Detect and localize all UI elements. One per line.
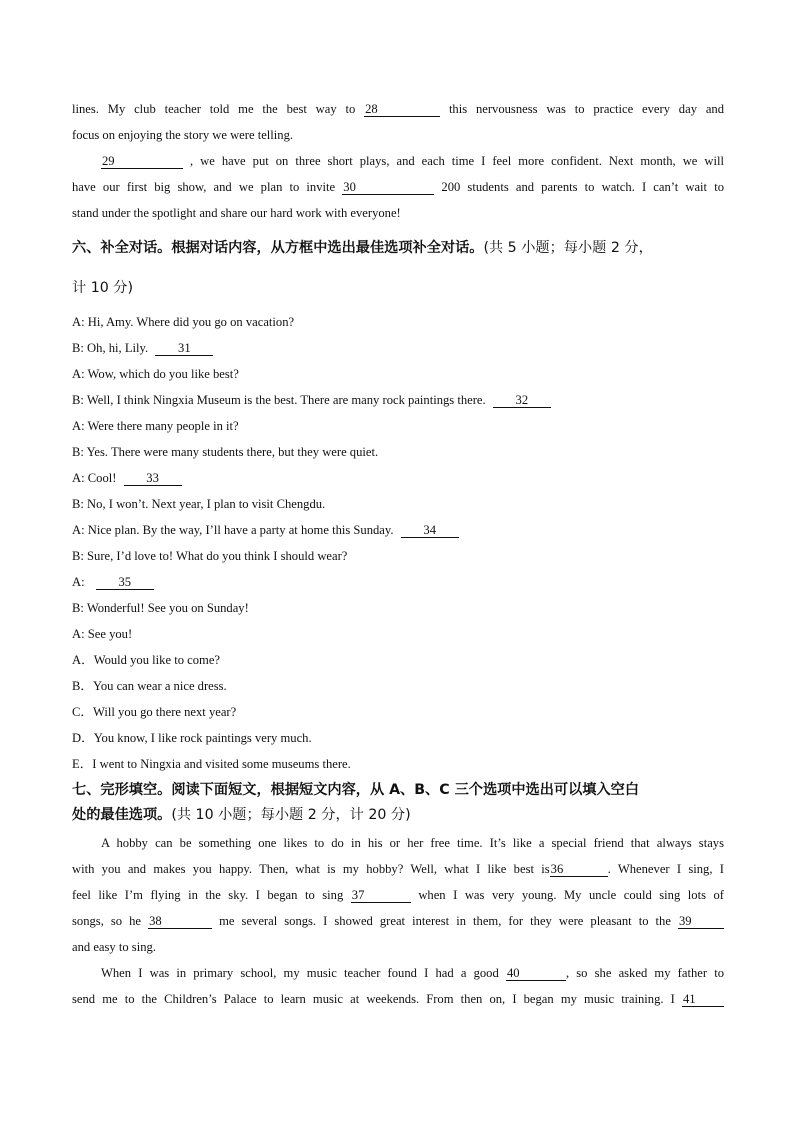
dialogue-line bbox=[72, 391, 724, 409]
section-6-title: 六、补全对话。根据对话内容，从方框中选出最佳选项补全对话。 bbox=[72, 240, 484, 256]
passage-text: this nervousness was to practice every day and bbox=[448, 102, 724, 116]
dialogue-line bbox=[72, 339, 724, 357]
answer-blank-33[interactable]: 33 bbox=[124, 471, 182, 486]
option-text: Would you like to come? bbox=[93, 653, 220, 667]
passage-text: with you and makes you happy. Then, what is my hobby? Well, what I like best is bbox=[72, 862, 550, 876]
passage-text: send me to the Children’s Palace to learn music at weekends. From then on, I began my music training. I bbox=[72, 992, 675, 1006]
passage-line bbox=[72, 178, 724, 196]
passage-line: and easy to sing. bbox=[72, 940, 156, 954]
answer-blank-41[interactable]: 41 bbox=[682, 992, 724, 1007]
answer-blank-29[interactable]: 29 bbox=[101, 154, 183, 169]
passage-text: feel like I’m flying in the sky. I began to sing bbox=[72, 888, 344, 902]
dialogue-line: B: No, I won’t. Next year, I plan to visit Chengdu. bbox=[72, 497, 326, 511]
passage-line bbox=[72, 100, 724, 118]
passage-text: , we have put on three short plays, and each time I feel more confident. Next month, we will bbox=[190, 154, 724, 168]
option-item bbox=[72, 729, 724, 747]
dialogue-line: A: See you! bbox=[72, 627, 133, 641]
answer-blank-38[interactable]: 38 bbox=[148, 914, 212, 929]
dialogue-text: A: bbox=[72, 575, 85, 589]
answer-blank-32[interactable]: 32 bbox=[493, 393, 551, 408]
dialogue-line bbox=[72, 469, 724, 487]
passage-line bbox=[72, 990, 724, 1008]
passage-text: songs, so he bbox=[72, 914, 142, 928]
dialogue-line: A: Hi, Amy. Where did you go on vacation? bbox=[72, 315, 295, 329]
section-6-note: 计 10 分) bbox=[72, 280, 133, 296]
answer-blank-28[interactable]: 28 bbox=[364, 102, 440, 117]
section-7-title: 处的最佳选项。 bbox=[72, 807, 172, 823]
passage-line bbox=[72, 912, 724, 930]
passage-line bbox=[101, 152, 724, 170]
dialogue-line: A: Wow, which do you like best? bbox=[72, 367, 239, 381]
option-text: I went to Ningxia and visited some museums there. bbox=[92, 757, 351, 771]
answer-blank-31[interactable]: 31 bbox=[155, 341, 213, 356]
answer-blank-36[interactable]: 36 bbox=[550, 862, 608, 877]
dialogue-text: A: Cool! bbox=[72, 471, 117, 485]
passage-text: lines. My club teacher told me the best way to bbox=[72, 102, 356, 116]
answer-blank-35[interactable]: 35 bbox=[96, 575, 154, 590]
section-7-note: (共 10 小题；每小题 2 分，计 20 分) bbox=[171, 807, 411, 823]
answer-blank-40[interactable]: 40 bbox=[506, 966, 566, 981]
dialogue-line: B: Sure, I’d love to! What do you think I should wear? bbox=[72, 549, 348, 563]
section-6-note: (共 5 小题；每小题 2 分， bbox=[483, 240, 653, 256]
passage-line: stand under the spotlight and share our hard work with everyone! bbox=[72, 206, 401, 220]
passage-line bbox=[72, 886, 724, 904]
passage-text: 200 students and parents to watch. I can’t wait to bbox=[441, 180, 724, 194]
answer-blank-30[interactable]: 30 bbox=[342, 180, 434, 195]
dialogue-line bbox=[72, 521, 724, 539]
answer-blank-39[interactable]: 39 bbox=[678, 914, 724, 929]
option-letter: D． bbox=[72, 731, 94, 745]
section-6-heading bbox=[72, 238, 724, 258]
answer-blank-37[interactable]: 37 bbox=[351, 888, 411, 903]
passage-line bbox=[72, 860, 724, 878]
option-letter: C． bbox=[72, 705, 93, 719]
passage-text: , so she asked my father to bbox=[565, 966, 724, 980]
passage-line bbox=[101, 964, 724, 982]
dialogue-line: B: Yes. There were many students there, but they were quiet. bbox=[72, 445, 379, 459]
passage-text: me several songs. I showed great interest in them, for they were pleasant to the bbox=[219, 914, 671, 928]
dialogue-line: B: Wonderful! See you on Sunday! bbox=[72, 601, 249, 615]
passage-text: have our first big show, and we plan to invite bbox=[72, 180, 336, 194]
option-item bbox=[72, 703, 724, 721]
option-letter: A． bbox=[72, 653, 94, 667]
passage-text: when I was very young. My uncle could sing lots of bbox=[418, 888, 724, 902]
option-letter: E． bbox=[72, 757, 93, 771]
option-item bbox=[72, 677, 724, 695]
dialogue-text: B: Well, I think Ningxia Museum is the best. There are many rock paintings there. bbox=[72, 393, 486, 407]
dialogue-text: B: Oh, hi, Lily. bbox=[72, 341, 149, 355]
passage-line: A hobby can be something one likes to do in his or her free time. It’s like a special friend that always stays bbox=[101, 836, 724, 850]
option-text: You know, I like rock paintings very much. bbox=[93, 731, 312, 745]
dialogue-text: A: Nice plan. By the way, I’ll have a party at home this Sunday. bbox=[72, 523, 394, 537]
section-6-heading-cont bbox=[72, 278, 724, 298]
section-7-heading: 七、完形填空。阅读下面短文，根据短文内容，从 A、B、C 三个选项中选出可以填入空白 bbox=[72, 782, 640, 798]
option-text: You can wear a nice dress. bbox=[93, 679, 227, 693]
passage-text: When I was in primary school, my music teacher found I had a good bbox=[101, 966, 499, 980]
answer-blank-34[interactable]: 34 bbox=[401, 523, 459, 538]
option-text: Will you go there next year? bbox=[93, 705, 237, 719]
option-letter: B． bbox=[72, 679, 93, 693]
dialogue-line: A: Were there many people in it? bbox=[72, 419, 239, 433]
dialogue-line bbox=[72, 573, 724, 591]
passage-line: focus on enjoying the story we were telling. bbox=[72, 128, 294, 142]
passage-text: . Whenever I sing, I bbox=[607, 862, 724, 876]
option-item bbox=[72, 755, 724, 773]
section-7-heading-cont bbox=[72, 805, 724, 825]
option-item bbox=[72, 651, 724, 669]
